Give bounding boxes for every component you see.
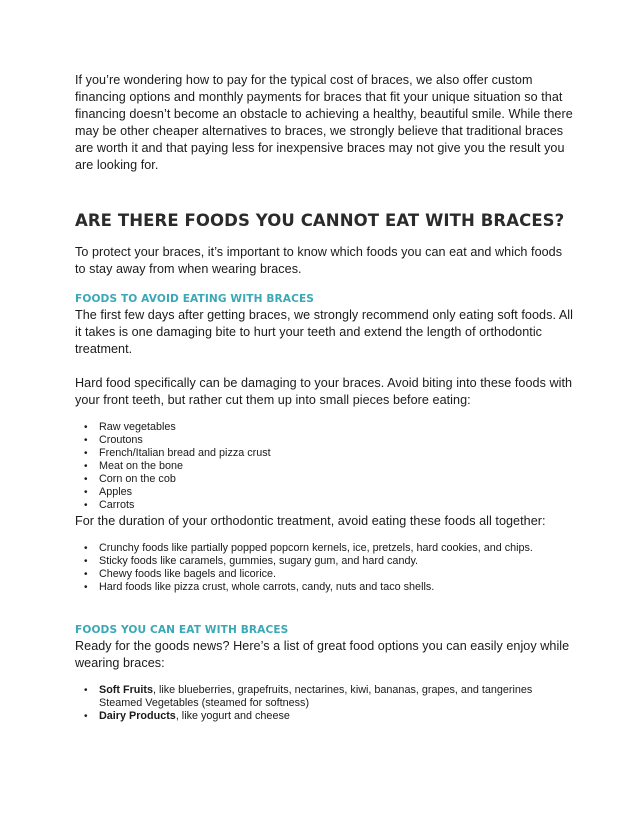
avoid-paragraph-3: For the duration of your orthodontic treatment, avoid eating these foods all together: [75,514,546,528]
can-eat-list [75,684,575,723]
list-item: • Dairy Products, like yogurt and cheese [84,710,290,722]
section-intro: To protect your braces, it’s important to know which foods you can eat and which foods to stay away from when wearing braces. [75,245,563,276]
bullet-icon: • [84,422,88,433]
list-item: • Meat on the bone [84,460,184,472]
bullet-icon: • [84,543,88,554]
list-item: • Crunchy foods like partially popped popcorn kernels, ice, pretzels, hard cookies, and chips. [84,542,533,554]
avoid-paragraph-2: Hard food specifically can be damaging to your braces. Avoid biting into these foods with your front teeth, but rather cut them up into small pieces before eating: [75,376,573,407]
bullet-icon: • [84,461,88,472]
section-heading: ARE THERE FOODS YOU CANNOT EAT WITH BRACES? [75,211,565,230]
bullet-icon: • [84,500,88,511]
bullet-icon: • [84,487,88,498]
list-item: • Chewy foods like bagels and licorice. [84,568,277,580]
food-category: Soft Fruits [99,684,153,696]
list-item: • Apples [84,486,133,498]
bullet-icon: • [84,711,88,722]
avoid-foods-list [75,542,575,594]
list-item: • Corn on the cob [84,473,176,485]
list-item: • Soft Fruits, like blueberries, grapefruits, nectarines, kiwi, bananas, grapes, and tangerines Steamed Vegetables (steamed for softness) [84,684,533,709]
bullet-icon: • [84,556,88,567]
document-page [75,70,575,723]
list-item: • Raw vegetables [84,421,176,433]
list-item: • Hard foods like pizza crust, whole carrots, candy, nuts and taco shells. [84,581,435,593]
can-eat-heading: FOODS YOU CAN EAT WITH BRACES [75,624,289,636]
food-category: Dairy Products [99,710,176,722]
hard-foods-list [75,421,575,512]
bullet-icon: • [84,435,88,446]
list-item: • Carrots [84,499,135,511]
intro-paragraph: If you’re wondering how to pay for the typical cost of braces, we also offer custom financing options and monthly payments for braces that fit your unique situation so that financing doesn’t become an obstacle to achieving a healthy, beautiful smile. While there may be other cheaper alternatives to braces, we strongly believe that traditional braces are worth it and that paying less for inexpensive braces may not give you the result you are looking for. [75,73,573,172]
bullet-icon: • [84,569,88,580]
bullet-icon: • [84,448,88,459]
list-item: • Sticky foods like caramels, gummies, sugary gum, and hard candy. [84,555,419,567]
list-item: • Croutons [84,434,143,446]
bullet-icon: • [84,582,88,593]
bullet-icon: • [84,685,88,696]
bullet-icon: • [84,474,88,485]
can-eat-paragraph: Ready for the goods news? Here’s a list of great food options you can easily enjoy while wearing braces: [75,639,570,670]
avoid-paragraph-1: The first few days after getting braces, we strongly recommend only eating soft foods. All it takes is one damaging bite to hurt your teeth and extend the length of orthodontic treatment. [75,308,573,356]
list-item: • French/Italian bread and pizza crust [84,447,271,459]
avoid-heading: FOODS TO AVOID EATING WITH BRACES [75,293,315,305]
